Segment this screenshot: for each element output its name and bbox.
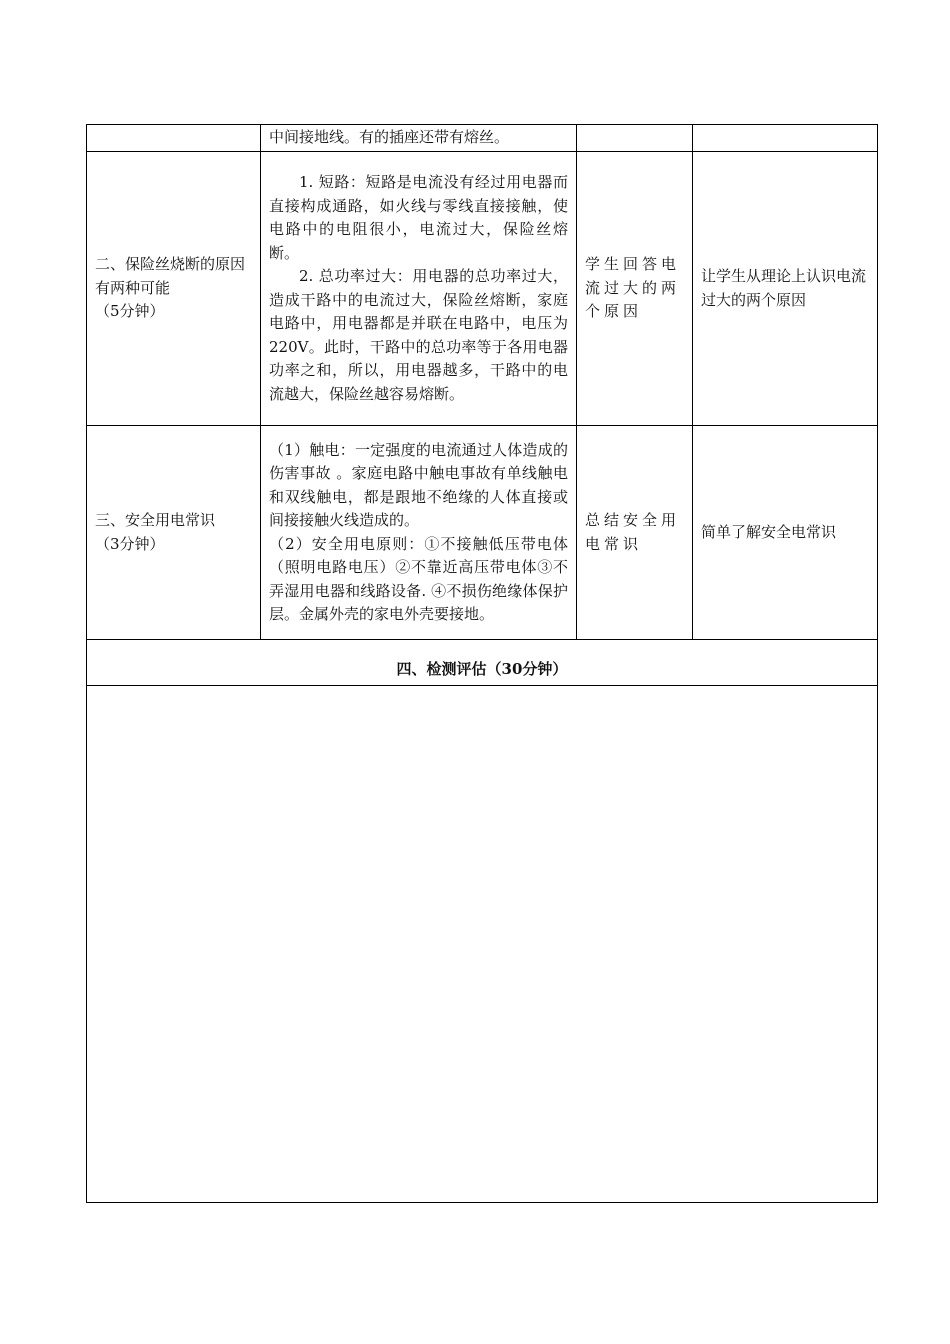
stage-cell — [87, 152, 261, 426]
student-activity-cell — [577, 125, 693, 152]
table-row — [87, 640, 878, 686]
stage-cell — [87, 426, 261, 640]
content-cell — [261, 152, 577, 426]
stage-title: 二、保险丝烧断的原因有两种可能 — [95, 255, 246, 297]
content-text: 中间接地线。有的插座还带有熔丝。 — [269, 128, 510, 147]
student-activity-cell: 总结安全用电常识 — [577, 426, 693, 640]
blank-assessment-cell — [87, 686, 878, 1203]
design-intent-cell — [693, 125, 878, 152]
stage-title: 三、安全用电常识 — [95, 511, 216, 529]
design-intent-cell: 让学生从理论上认识电流过大的两个原因 — [693, 152, 878, 426]
table-row — [87, 426, 878, 640]
table-row — [87, 686, 878, 1203]
table-row — [87, 125, 878, 152]
lesson-plan-table — [86, 124, 878, 1203]
stage-duration: （3分钟） — [95, 534, 165, 553]
content-paragraph: （2）安全用电原则：①不接触低压带电体（照明电路电压）②不靠近高压带电体③不弄湿用电器和线路设备. ④不损伤绝缘体保护层。金属外壳的家电外壳要接地。 — [269, 534, 568, 623]
content-cell — [261, 125, 577, 152]
student-activity-cell: 学生回答电流过大的两个原因 — [577, 152, 693, 426]
content-paragraph: （1）触电：一定强度的电流通过人体造成的伤害事故 。家庭电路中触电事故有单线触电和双线触电，都是跟地不绝缘的人体直接或间接接触火线造成的。 — [269, 440, 568, 529]
content-paragraph: 1. 短路：短路是电流没有经过用电器而直接构成通路，如火线与零线直接接触，使电路中的电阻很小，电流过大，保险丝熔断。 — [269, 173, 568, 262]
section-heading: 四、检测评估（30分钟） — [87, 640, 878, 686]
content-paragraph: 2. 总功率过大：用电器的总功率过大，造成干路中的电流过大，保险丝熔断，家庭电路中，用电器都是并联在电路中，电压为220V。此时，干路中的总功率等于各用电器功率之和，所以，用电器越多，干路中的电流越大，保险丝越容易熔断。 — [269, 267, 568, 403]
stage-duration: （5分钟） — [95, 302, 165, 321]
content-cell — [261, 426, 577, 640]
table-row — [87, 152, 878, 426]
design-intent-cell: 简单了解安全电常识 — [693, 426, 878, 640]
stage-cell — [87, 125, 261, 152]
